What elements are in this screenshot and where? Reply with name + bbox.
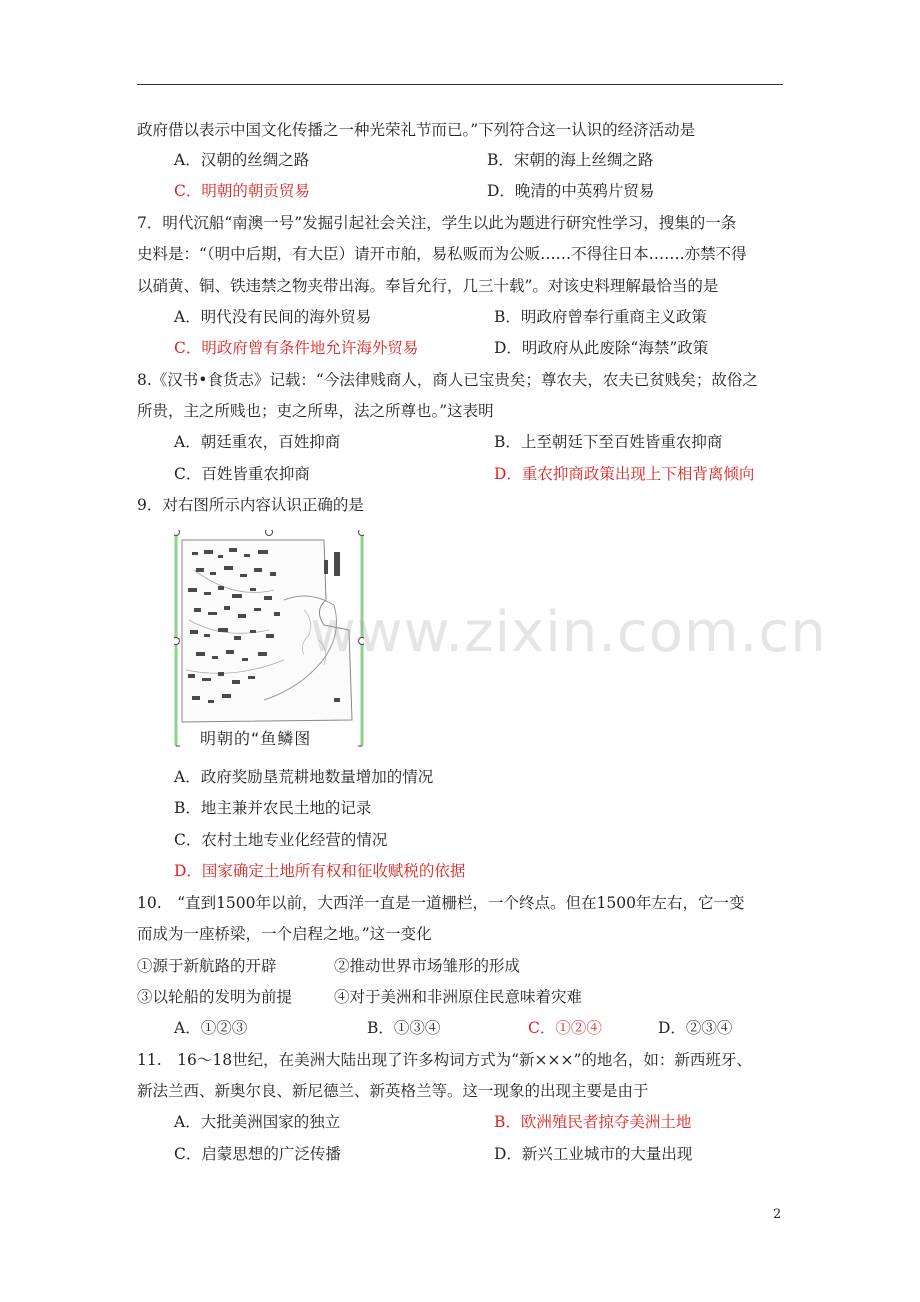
q7-option-d: D．明政府从此废除“海禁”政策 [494,339,709,357]
header-rule [137,84,783,85]
q11-option-d: D．新兴工业城市的大量出现 [494,1145,693,1163]
q9-option-d-answer: D．国家确定土地所有权和征收赋税的依据 [174,862,466,880]
q10-item-1: ①源于新航路的开辟 [137,957,277,975]
q8-option-a: A．朝廷重农，百姓抑商 [174,433,341,451]
q6-option-d: D．晚清的中英鸦片贸易 [487,182,655,200]
q6-option-c-answer: C．明朝的朝贡贸易 [174,182,310,200]
q8-option-c: C．百姓皆重农抑商 [174,465,310,483]
q9-option-c: C．农村土地专业化经营的情况 [174,831,388,849]
q9-stem: 9．对右图所示内容认识正确的是 [137,496,364,514]
q10-item-3: ③以轮船的发明为前提 [137,988,293,1006]
page-number: 2 [773,1207,782,1222]
q10-option-a: A．①②③ [174,1019,248,1037]
q7-stem-2: 史料是：“（明中后期，有大臣）请开市舶，易私贩而为公贩……不得往日本…….亦禁不得 [137,245,747,263]
q8-option-d-answer: D．重农抑商政策出现上下相背离倾向 [494,465,755,483]
q10-option-b: B．①③④ [367,1019,441,1037]
q8-stem-1: 8.《汉书•食货志》记载：“今法律贱商人，商人已宝贵矣；尊农夫，农夫已贫贱矣；故俗之 [137,371,758,389]
q10-stem-1: 10. “直到1500年以前，大西洋一直是一道栅栏，一个终点。但在1500年左右，它一变 [137,894,745,912]
q8-option-b: B．上至朝廷下至百姓皆重农抑商 [494,433,723,451]
figure-caption: 明朝的“鱼鳞图 [200,729,312,748]
q7-option-c-answer: C．明政府曾有条件地允许海外贸易 [174,339,419,357]
q10-stem-2: 而成为一座桥梁，一个启程之地。”这一变化 [137,925,432,943]
q10-option-c-answer: C．①②④ [528,1019,602,1037]
q6-stem-end: 政府借以表示中国文化传播之一种光荣礼节而已。”下列符合这一认识的经济活动是 [137,121,696,139]
q7-option-a: A．明代没有民间的海外贸易 [174,308,372,326]
q11-option-a: A．大批美洲国家的独立 [174,1113,341,1131]
q11-option-b-answer: B．欧洲殖民者掠夺美洲土地 [494,1113,692,1131]
q7-stem-1: 7．明代沉船“南澳一号”发掘引起社会关注，学生以此为题进行研究性学习，搜集的一条 [137,214,737,232]
q6-option-b: B．宋朝的海上丝绸之路 [487,151,654,169]
q7-stem-3: 以硝黄、铜、铁违禁之物夹带出海。奉旨允行，几三十载”。对该史料理解最恰当的是 [137,277,719,295]
q9-option-b: B．地主兼并农民土地的记录 [174,799,372,817]
q10-option-d: D．②③④ [658,1019,733,1037]
q6-option-a: A．汉朝的丝绸之路 [174,151,310,169]
q11-option-c: C．启蒙思想的广泛传播 [174,1145,341,1163]
watermark: www.zixin.com.cn [310,600,827,665]
q7-option-b: B．明政府曾奉行重商主义政策 [494,308,707,326]
q8-stem-2: 所贵，主之所贱也；吏之所卑，法之所尊也。”这表明 [137,402,494,420]
q9-option-a: A．政府奖励垦荒耕地数量增加的情况 [174,768,434,786]
q11-stem-2: 新法兰西、新奥尔良、新尼德兰、新英格兰等。这一现象的出现主要是由于 [137,1082,649,1100]
q10-item-2: ②推动世界市场雏形的形成 [334,957,521,975]
q10-item-4: ④对于美洲和非洲原住民意味着灾难 [334,988,583,1006]
q11-stem-1: 11. 16～18世纪，在美洲大陆出现了许多构词方式为“新×××”的地名，如：新西班牙、 [137,1051,752,1069]
